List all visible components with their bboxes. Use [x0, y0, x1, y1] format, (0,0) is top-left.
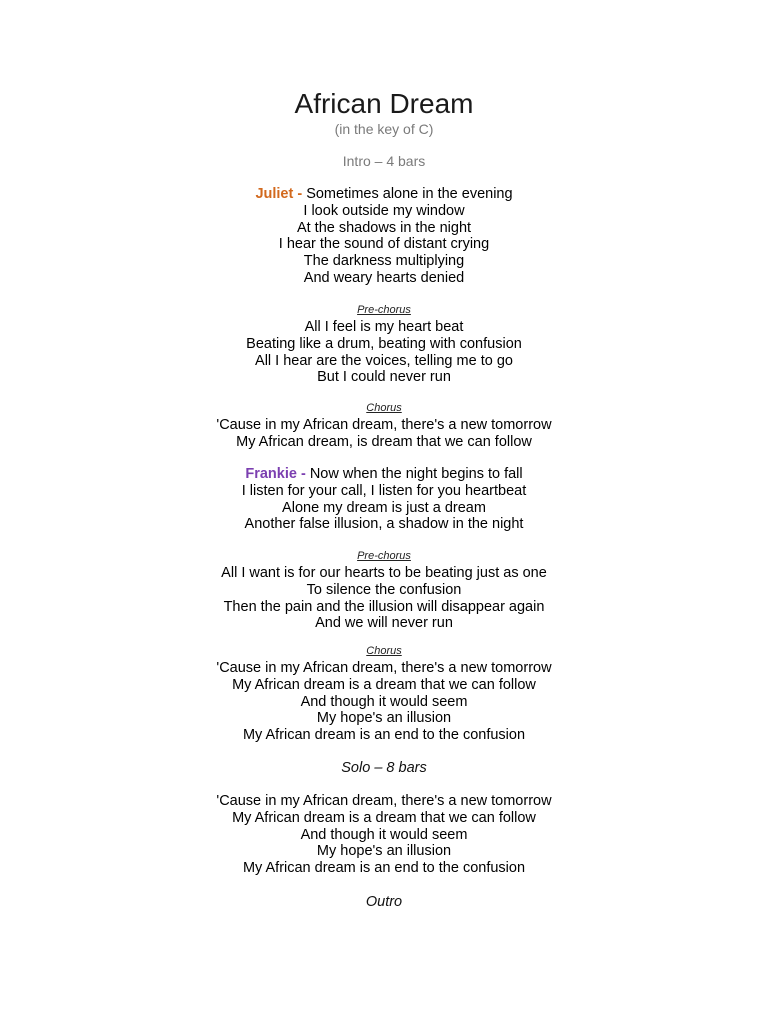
- lyric-line: Beating like a drum, beating with confusion: [246, 335, 522, 352]
- section-label: Pre-chorus: [357, 550, 411, 562]
- section-label: Chorus: [366, 402, 402, 414]
- outro-marker-block: [0, 894, 768, 910]
- lyric-line: My African dream is a dream that we can follow: [232, 809, 536, 826]
- verse-line: Now when the night begins to fall: [305, 466, 523, 482]
- lyric-line: My African dream is an end to the confusion: [242, 860, 526, 876]
- speaker-juliet: Juliet -: [255, 186, 303, 202]
- song-title: African Dream: [294, 88, 474, 119]
- solo-marker: Solo – 8 bars: [341, 760, 427, 776]
- lyric-line: But I could never run: [317, 369, 451, 386]
- prechorus-1: [0, 304, 768, 386]
- verse-juliet: [0, 186, 768, 287]
- verse-line: Another false illusion, a shadow in the night: [244, 516, 524, 533]
- chorus-1: [0, 402, 768, 451]
- section-label: Pre-chorus: [357, 304, 411, 316]
- lyric-line: And though it would seem: [300, 826, 468, 843]
- solo-marker-block: [0, 760, 768, 776]
- lyric-line: My African dream, is dream that we can follow: [236, 433, 532, 450]
- verse-frankie: [0, 466, 768, 533]
- prechorus-2: [0, 550, 768, 632]
- key-subtitle: (in the key of C): [334, 121, 434, 137]
- verse-line: I look outside my window: [303, 202, 465, 219]
- lyric-line: All I feel is my heart beat: [304, 319, 464, 335]
- lyric-line: And though it would seem: [300, 693, 468, 710]
- verse-line: I hear the sound of distant crying: [278, 236, 490, 253]
- lyric-line: Then the pain and the illusion will disappear again: [223, 598, 545, 615]
- outro-marker: Outro: [365, 894, 403, 910]
- lyric-line: All I want is for our hearts to be beating just as one: [221, 565, 547, 581]
- lyric-line: My hope's an illusion: [316, 710, 452, 727]
- section-label: Chorus: [366, 645, 402, 657]
- lyric-line: 'Cause in my African dream, there's a new tomorrow: [216, 660, 552, 676]
- lyric-line: My African dream is a dream that we can follow: [232, 676, 536, 693]
- lyric-line: My African dream is an end to the confusion: [242, 727, 526, 743]
- verse-line: Alone my dream is just a dream: [282, 499, 486, 516]
- speaker-frankie: Frankie -: [245, 466, 306, 482]
- verse-first-line: [0, 186, 768, 203]
- verse-line: Sometimes alone in the evening: [302, 186, 513, 202]
- lyric-line: My hope's an illusion: [316, 843, 452, 860]
- chorus-2: [0, 645, 768, 744]
- lyric-line: And we will never run: [315, 615, 453, 632]
- verse-line: And weary hearts denied: [303, 269, 465, 286]
- lyric-line: All I hear are the voices, telling me to go: [255, 352, 513, 369]
- verse-line: The darkness multiplying: [303, 253, 465, 269]
- chorus-3: [0, 793, 768, 877]
- verse-line: I listen for your call, I listen for you heartbeat: [241, 482, 527, 499]
- verse-line: At the shadows in the night: [296, 219, 472, 236]
- lyric-line: 'Cause in my African dream, there's a new tomorrow: [216, 417, 552, 433]
- verse-first-line: [0, 466, 768, 483]
- lyric-line: To silence the confusion: [306, 581, 462, 598]
- intro-marker: Intro – 4 bars: [342, 153, 426, 169]
- lyric-line: 'Cause in my African dream, there's a new tomorrow: [216, 793, 552, 809]
